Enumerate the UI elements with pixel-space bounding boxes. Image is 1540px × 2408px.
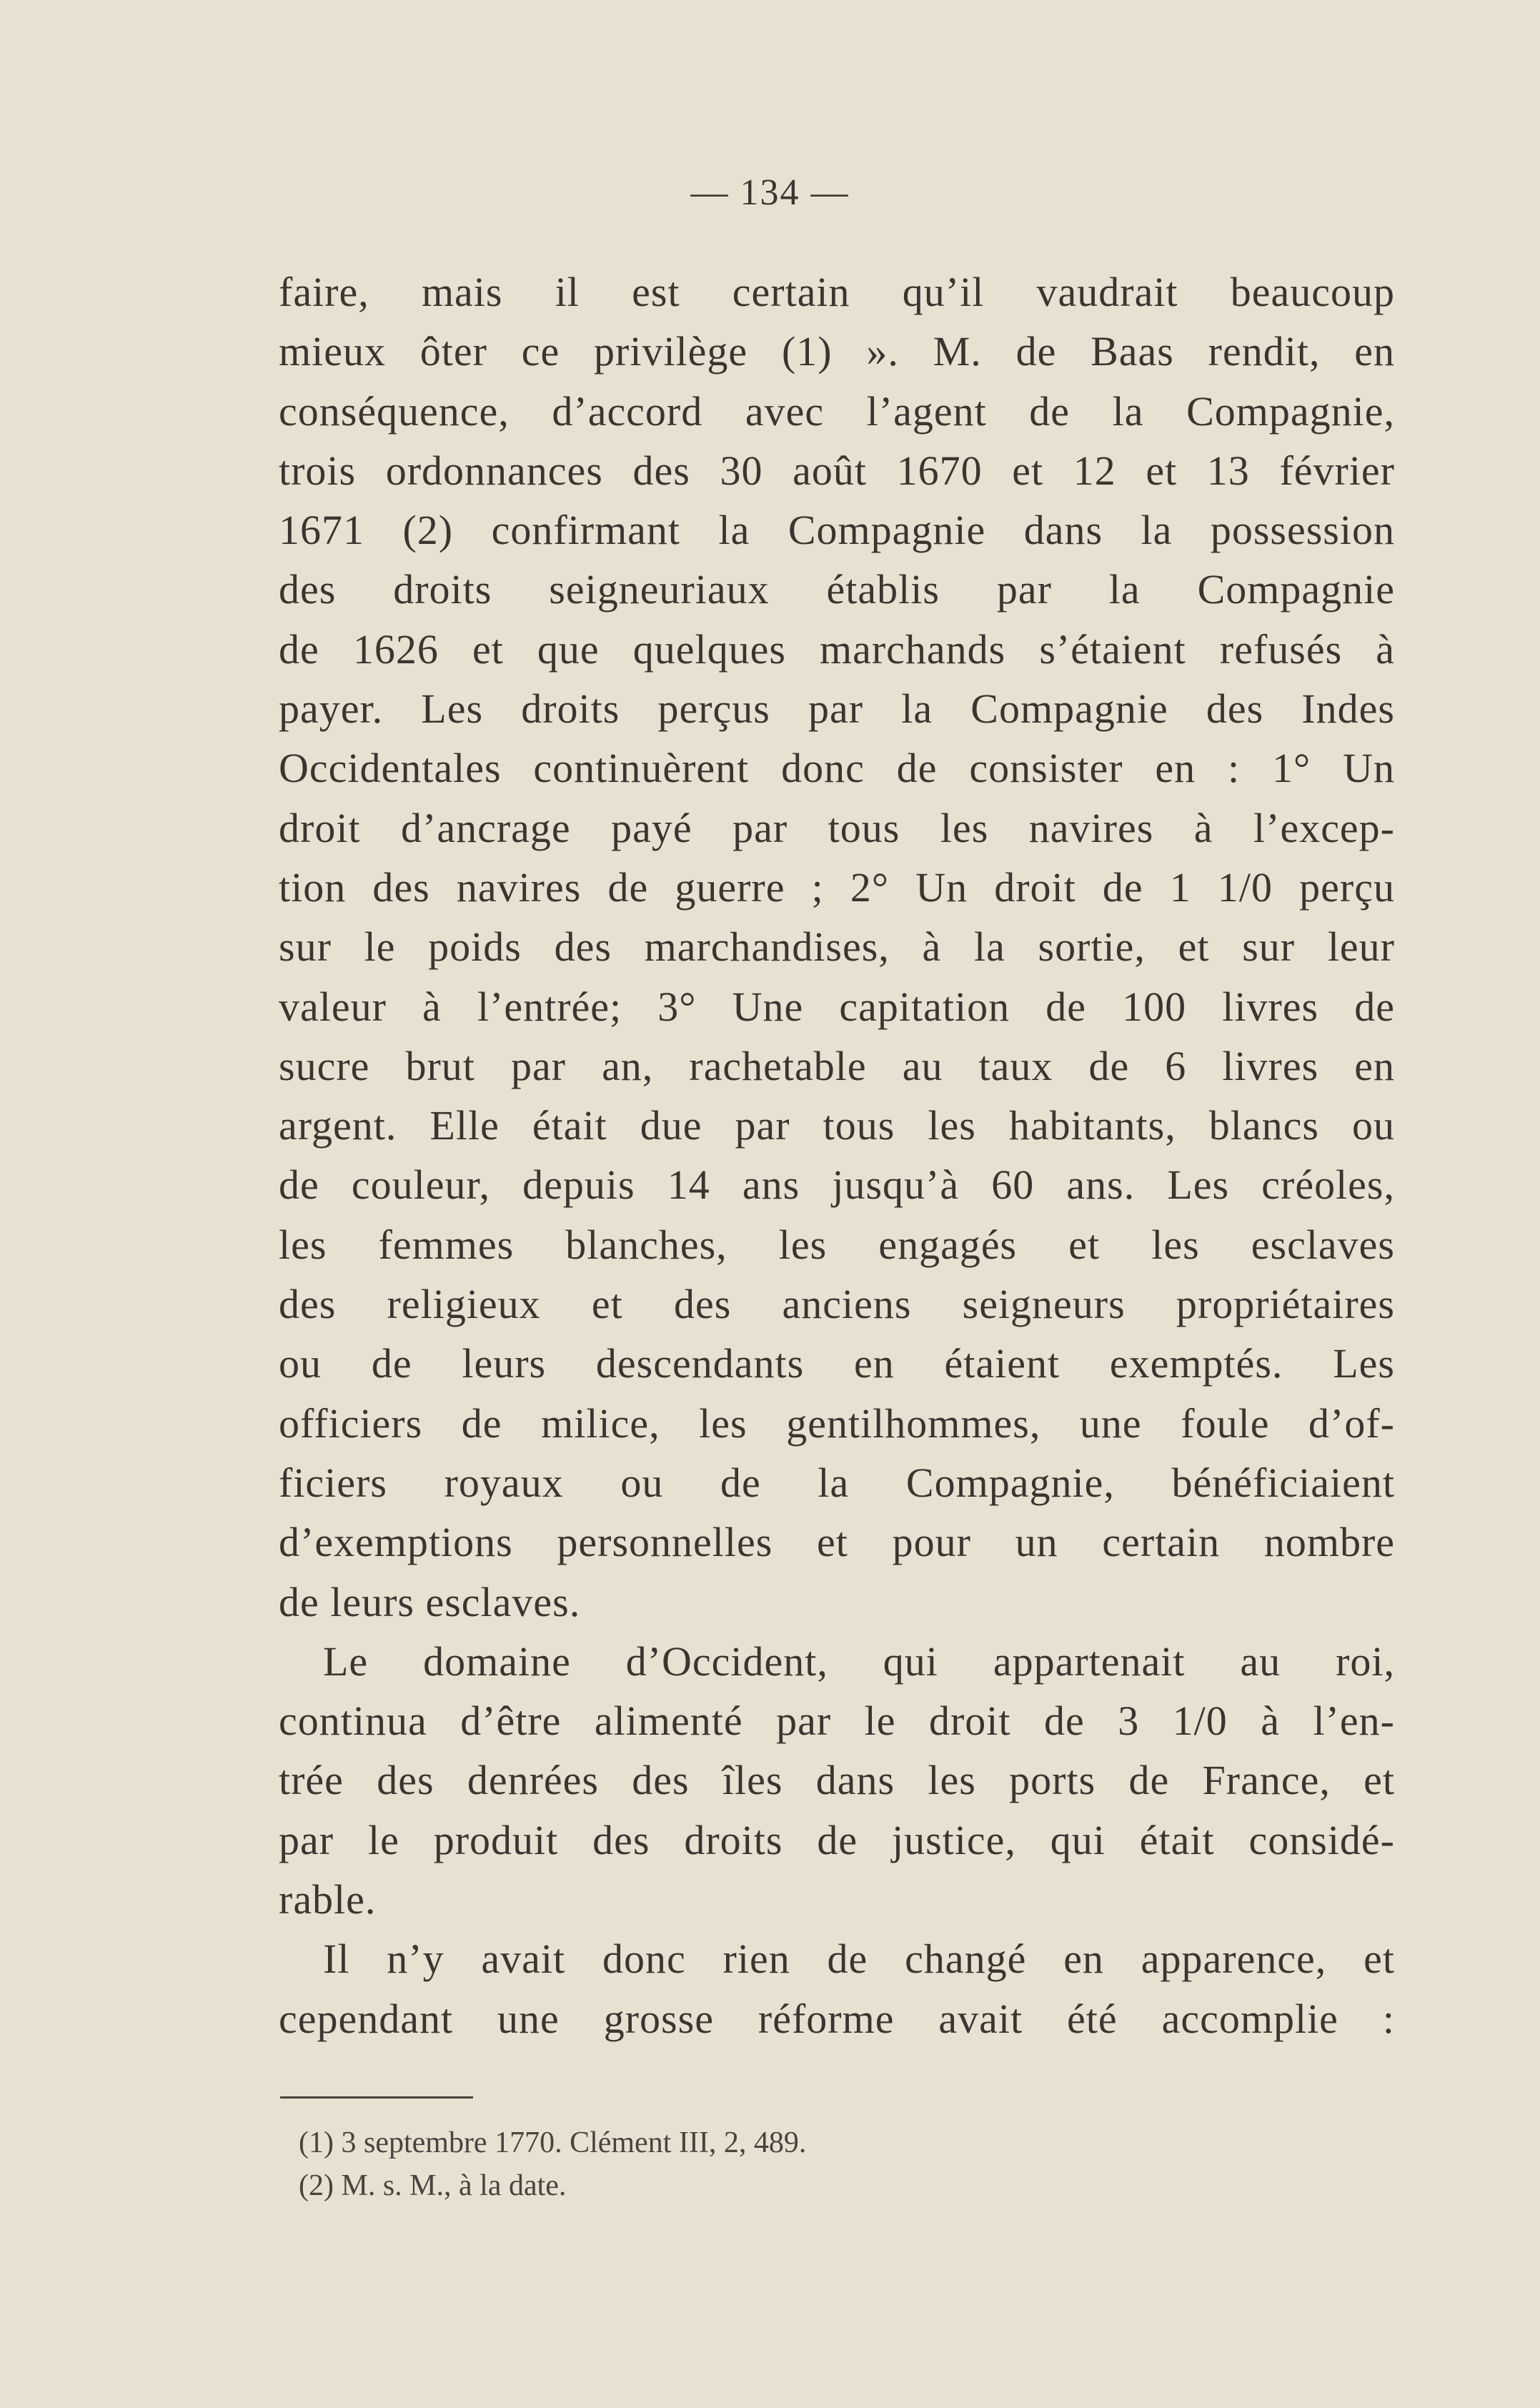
text-line: ou de leurs descendants en étaient exemptés. Les [279,1340,1395,1387]
text-line: mieux ôter ce privilège (1) ». M. de Baas rendit, en [279,328,1395,375]
page-number: — 134 — [690,172,850,213]
text-line: continua d’être alimenté par le droit de 3 1/0 à l’en- [279,1698,1395,1745]
text-line: Occidentales continuèrent donc de consister en : 1° Un [279,745,1395,792]
text-line: officiers de milice, les gentilhommes, une foule d’of- [279,1399,1395,1447]
footnote-1: (1) 3 septembre 1770. Clément III, 2, 489. [299,2126,807,2159]
text-line: des religieux et des anciens seigneurs propriétaires [279,1281,1395,1328]
text-line: payer. Les droits perçus par la Compagnie des Indes [279,685,1395,733]
text-line: Il n’y avait donc rien de changé en apparence, et [323,1936,1395,1983]
text-line: conséquence, d’accord avec l’agent de la Compagnie, [279,387,1395,435]
text-line: de leurs esclaves. [279,1578,581,1625]
text-line: faire, mais il est certain qu’il vaudrait beaucoup [279,269,1395,315]
text-line: les femmes blanches, les engagés et les esclaves [279,1221,1395,1268]
text-line: des droits seigneuriaux établis par la Compagnie [279,566,1395,613]
text-line: sur le poids des marchandises, à la sortie, et sur leur [279,923,1395,971]
body-text [279,262,1395,2048]
text-line: ficiers royaux ou de la Compagnie, bénéficiaient [279,1459,1395,1506]
text-line: argent. Elle était due par tous les habitants, blancs ou [279,1102,1395,1149]
text-line: cependant une grosse réforme avait été accomplie : [279,1995,1395,2042]
text-line: droit d’ancrage payé par tous les navires à l’excep- [279,804,1395,851]
text-line: Le domaine d’Occident, qui appartenait au roi, [323,1637,1395,1685]
text-line: trée des denrées des îles dans les ports de France, et [279,1757,1395,1804]
text-line: trois ordonnances des 30 août 1670 et 12 et 13 février [279,447,1395,494]
text-line: tion des navires de guerre ; 2° Un droit de 1 1/0 perçu [279,863,1395,911]
footnote-2: (2) M. s. M., à la date. [299,2169,567,2202]
text-line: sucre brut par an, rachetable au taux de 6 livres en [279,1042,1395,1089]
text-line: d’exemptions personnelles et pour un certain nombre [279,1519,1395,1566]
footnote-divider [280,2096,473,2099]
text-line: valeur à l’entrée; 3° Une capitation de 100 livres de [279,983,1395,1030]
text-line: de 1626 et que quelques marchands s’étaient refusés à [279,625,1395,673]
text-line: rable. [279,1876,377,1923]
text-line: par le produit des droits de justice, qui était considé- [279,1816,1395,1863]
text-line: 1671 (2) confirmant la Compagnie dans la possession [279,507,1395,554]
text-line: de couleur, depuis 14 ans jusqu’à 60 ans. Les créoles, [279,1161,1395,1209]
footnotes [299,2121,806,2207]
